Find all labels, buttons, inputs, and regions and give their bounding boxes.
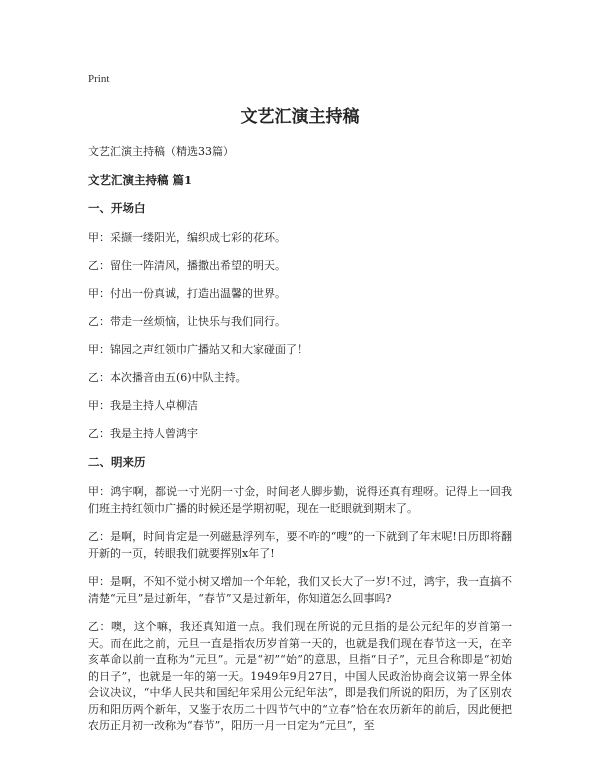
- section-title: 文艺汇演主持稿 篇1: [88, 173, 193, 187]
- document-subtitle: 文艺汇演主持稿（精选33篇）: [88, 145, 234, 158]
- opening-line: 甲：采撷一缕阳光，编织成七彩的花环。: [88, 231, 286, 244]
- opening-line: 甲：锦园之声红领巾广播站又和大家碰面了！: [88, 343, 308, 356]
- dialogue-paragraph: 乙：是啊，时间肯定是一列磁悬浮列车，要不咋的“嗖”的一下就到了年末呢!日历即将翻开新的一页，转眼我们就要挥别x年了!: [88, 530, 512, 560]
- heading-origin: 二、明来历: [88, 455, 146, 469]
- opening-line: 甲：我是主持人卓柳洁: [88, 399, 198, 412]
- dialogue-paragraph: 甲：鸿宇啊，都说一寸光阴一寸金，时间老人脚步勤，说得还真有理呀。记得上一回我们班主持红领巾广播的时候还是学期初呢，现在一眨眼就到期末了。: [88, 485, 512, 515]
- document-title: 文艺汇演主持稿: [240, 107, 360, 127]
- opening-line: 甲：付出一份真诚，打造出温馨的世界。: [88, 287, 286, 300]
- opening-line: 乙：本次播音由五(6)中队主持。: [88, 371, 247, 384]
- heading-opening: 一、开场白: [88, 201, 146, 215]
- dialogue-paragraph: 甲：是啊，不知不觉小树又增加一个年轮，我们又长大了一岁!不过，鸿宇，我一直搞不清楚“元旦”是过新年，“春节”又是过新年，你知道怎么回事吗?: [88, 575, 512, 605]
- dialogue-paragraph: 乙：噢，这个嘛，我还真知道一点。我们现在所说的元旦指的是公元纪年的岁首第一天。而在此之前，元旦一直是指农历岁首第一天的，也就是我们现在春节这一天，在辛亥革命以前一直称为“元旦”。元是“初”“始”的意思，旦指“日子”，元旦合称即是“初始的日子”，也就是一年的第一天。1949年9月27日，中国人民政治协商会议第一界全体会议决议，“中华人民共和国纪年采用公元纪年法”，即是我们所说的阳历，为了区别农历和阳历两个新年，又鉴于农历二十四节气中的“立春”恰在农历新年的前后，因此便把农历正月初一改称为“春节”，阳历一月一日定为“元旦”，至: [88, 620, 512, 732]
- opening-line: 乙：我是主持人曾鸿宇: [88, 427, 198, 440]
- opening-line: 乙：留住一阵清风，播撒出希望的明天。: [88, 259, 286, 272]
- print-link[interactable]: Print: [88, 73, 110, 85]
- opening-line: 乙：带走一丝烦恼，让快乐与我们同行。: [88, 315, 286, 328]
